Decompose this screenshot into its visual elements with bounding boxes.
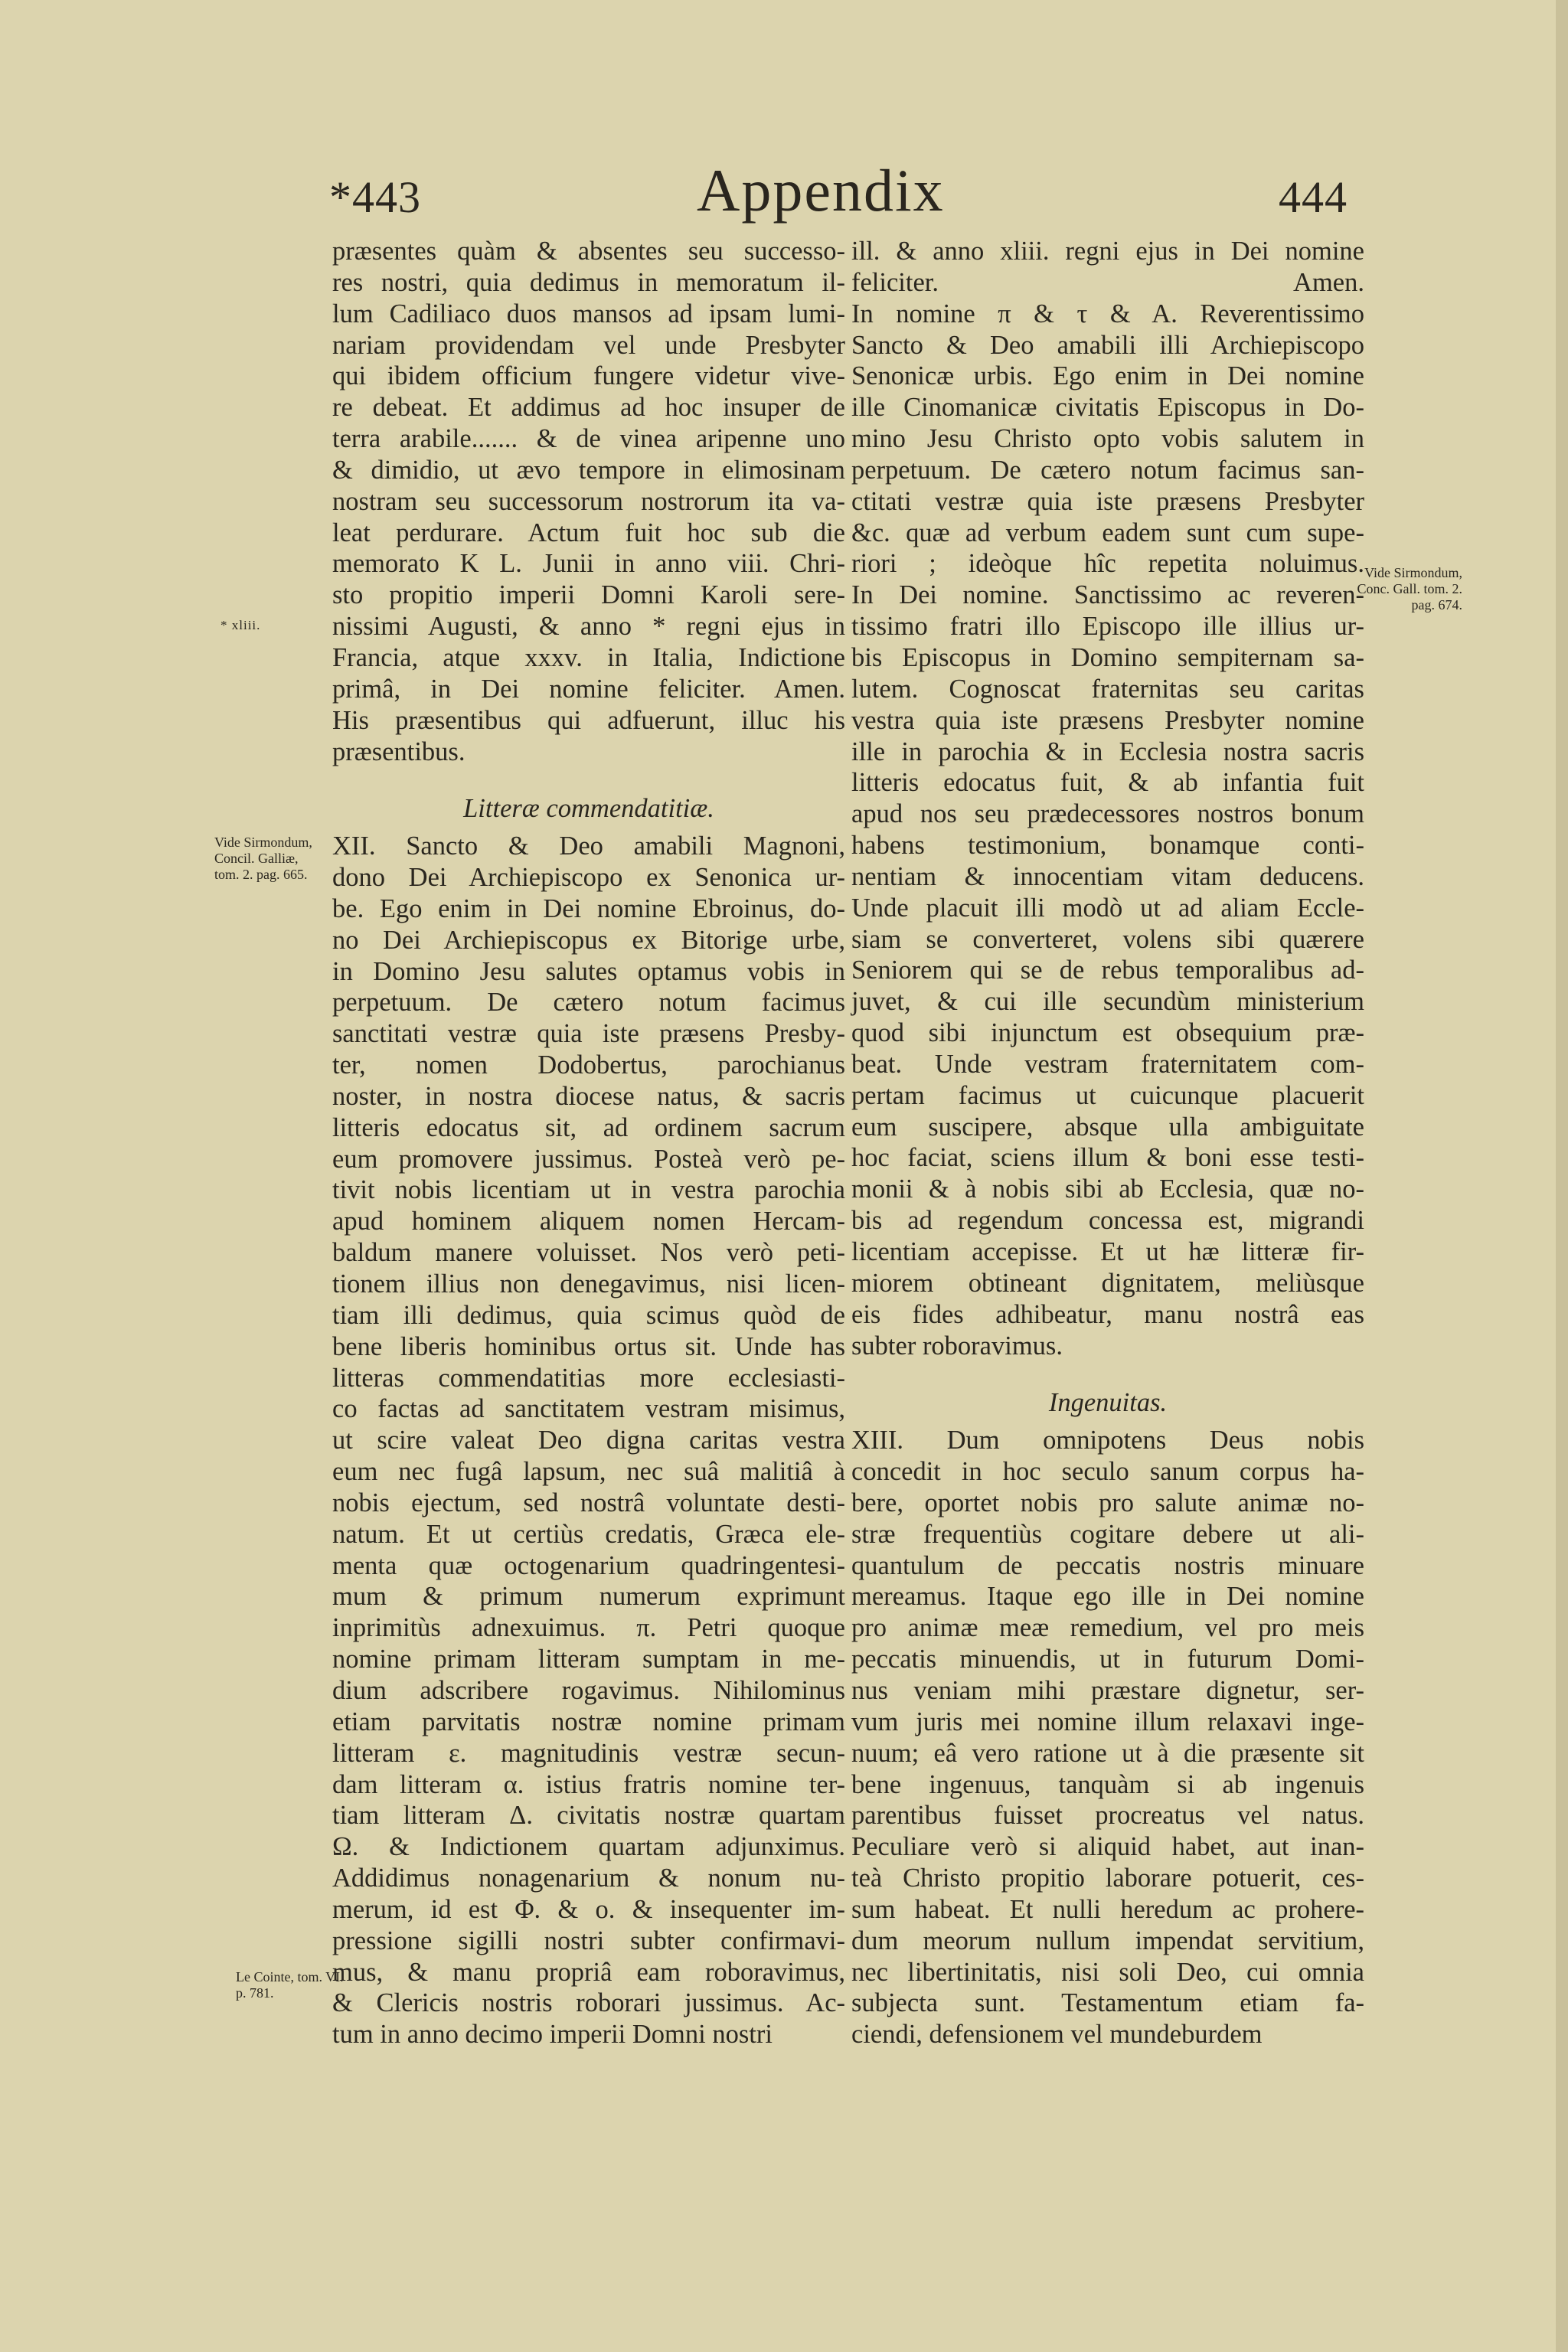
text-line: nentiam & innocentiam vitam deducens. (851, 861, 1364, 891)
text-line: subjecta sunt. Testamentum etiam fa- (851, 1988, 1364, 2018)
text-line: lutem. Cognoscat fraternitas seu caritas (851, 674, 1364, 704)
text-line: primâ, in Dei nomine feliciter. Amen. (332, 674, 845, 704)
text-line: pertam facimus ut cuicunque placuerit (851, 1080, 1364, 1110)
text-line: sum habeat. Et nulli heredum ac prohere- (851, 1894, 1364, 1924)
text-line: bene ingenuus, tanquàm si ab ingenuis (851, 1769, 1364, 1799)
text-line: sto propitio imperii Domni Karoli sere- (332, 580, 845, 610)
text-line: merum, id est Φ. & ο. & insequenter im- (332, 1894, 845, 1924)
text-line: quod sibi injunctum est obsequium præ- (851, 1018, 1364, 1048)
text-line: dum meorum nullum impendat servitium, (851, 1926, 1364, 1955)
text-line: nec libertinitatis, nisi soli Deo, cui omnia (851, 1957, 1364, 1987)
text-line: perpetuum. De cætero notum facimus (332, 988, 845, 1018)
margin-note-vide-sirmondum-right: Vide Sirmondum, Conc. Gall. tom. 2. pag. 674. (1357, 565, 1462, 612)
text-line: baldum manere voluisset. Nos verò peti- (332, 1238, 845, 1268)
text-line: vum juris mei nomine illum relaxavi inge- (851, 1707, 1364, 1736)
text-line: no Dei Archiepiscopus ex Bitorige urbe, (332, 925, 845, 955)
text-line: apud nos seu prædecessores nostros bonum (851, 799, 1364, 829)
text-line: Sancto & Deo amabili illi Archiepiscopo (851, 330, 1364, 360)
text-line: inprimitùs adnexuimus. π. Petri quoque (332, 1613, 845, 1643)
text-line: feliciter. Amen. (851, 267, 1364, 297)
text-line: mino Jesu Christo opto vobis salutem in (851, 424, 1364, 454)
text-line: terra arabile....... & de vinea aripenne uno (332, 424, 845, 454)
text-line: His præsentibus qui adfuerunt, illuc his (332, 705, 845, 735)
text-line: peccatis minuendis, ut in futurum Domi- (851, 1645, 1364, 1674)
left-text-column (332, 236, 845, 2050)
text-line: riori ; ideòque hîc repetita noluimus. (851, 549, 1364, 579)
text-line: menta quæ octogenarium quadringentesi- (332, 1550, 845, 1580)
text-line: præsentibus. (332, 737, 466, 766)
text-line: licentiam accepisse. Et ut hæ litteræ fir- (851, 1237, 1364, 1266)
text-line: litteris edocatus fuit, & ab infantia fuit (851, 768, 1364, 798)
text-line: XIII. Dum omnipotens Deus nobis (851, 1426, 1364, 1455)
text-line: mum & primum numerum exprimunt (332, 1582, 845, 1612)
text-line: apud hominem aliquem nomen Hercam- (332, 1207, 845, 1236)
margin-note-vide-sirmondum-left: Vide Sirmondum, Concil. Galliæ, tom. 2. pag. 665. (214, 835, 312, 882)
text-line: juvet, & cui ille secundùm ministerium (851, 987, 1364, 1017)
text-line: hoc faciat, sciens illum & boni esse testi- (851, 1143, 1364, 1173)
text-line: ill. & anno xliii. regni ejus in Dei nomine (851, 237, 1364, 266)
text-line: litteram ε. magnitudinis vestræ secun- (332, 1738, 845, 1768)
page-header (329, 157, 1348, 237)
text-line: concedit in hoc seculo sanum corpus ha- (851, 1457, 1364, 1487)
text-line: memorato K L. Junii in anno viii. Chri- (332, 549, 845, 579)
text-line: bere, oportet nobis pro salute animæ no- (851, 1488, 1364, 1517)
text-line: tiam illi dedimus, quia scimus quòd de (332, 1300, 845, 1330)
text-line: habens testimonium, bonamque conti- (851, 831, 1364, 861)
text-line: Peculiare verò si aliquid habet, aut inan- (851, 1832, 1364, 1862)
text-line: Seniorem qui se de rebus temporalibus ad- (851, 956, 1364, 985)
text-line: teà Christo propitio laborare potuerit, ces- (851, 1864, 1364, 1893)
text-line: tivit nobis licentiam ut in vestra parochia (332, 1175, 845, 1205)
text-line: bis ad regendum concessa est, migrandi (851, 1206, 1364, 1236)
text-line: qui ibidem officium fungere videtur vive- (332, 361, 845, 391)
text-line: perpetuum. De cætero notum facimus san- (851, 455, 1364, 485)
margin-note-le-cointe: Le Cointe, tom. VI. p. 781. (236, 1969, 344, 2001)
text-line: ctitati vestræ quia iste præsens Presbyter (851, 486, 1364, 516)
text-line: bene liberis hominibus ortus sit. Unde has (332, 1331, 845, 1361)
text-line: parentibus fuisset procreatus vel natus. (851, 1801, 1364, 1831)
text-line: res nostri, quia dedimus in memoratum il- (332, 267, 845, 297)
text-line: lum Cadiliaco duos mansos ad ipsam lumi- (332, 299, 845, 328)
text-line: mereamus. Itaque ego ille in Dei nomine (851, 1582, 1364, 1612)
text-line: nariam providendam vel unde Presbyter (332, 330, 845, 360)
section-heading: Litteræ commendatitiæ. (463, 794, 714, 824)
text-line: Ω. & Indictionem quartam adjunximus. (332, 1832, 845, 1862)
text-line: nus veniam mihi præstare dignetur, ser- (851, 1675, 1364, 1705)
text-line: eum suscipere, absque ulla ambiguitate (851, 1112, 1364, 1142)
text-line: ille in parochia & in Ecclesia nostra sacris (851, 737, 1364, 766)
text-line: co factas ad sanctitatem vestram misimus, (332, 1394, 845, 1424)
text-line: eum nec fugâ lapsum, nec suâ malitiâ à (332, 1457, 845, 1487)
text-line: nostram seu successorum nostrorum ita va- (332, 486, 845, 516)
text-line: In nomine π & τ & Α. Reverentissimo (851, 299, 1364, 328)
text-line: litteras commendatitias more ecclesiasti- (332, 1363, 845, 1393)
margin-note-xliii: * xliii. (220, 618, 261, 632)
text-line: & Clericis nostris roborari jussimus. Ac- (332, 1988, 845, 2018)
text-line: re debeat. Et addimus ad hoc insuper de (332, 393, 845, 423)
text-line: mus, & manu propriâ eam roboravimus, (332, 1957, 845, 1987)
text-line: nissimi Augusti, & anno * regni ejus in (332, 612, 845, 642)
page-edge (1556, 0, 1568, 2352)
text-line: Addidimus nonagenarium & nonum nu- (332, 1864, 845, 1893)
text-line: eis fides adhibeatur, manu nostrâ eas (851, 1299, 1364, 1329)
text-line: dono Dei Archiepiscopo ex Senonica ur- (332, 863, 845, 893)
text-line: monii & à nobis sibi ab Ecclesia, quæ no- (851, 1174, 1364, 1204)
text-line: be. Ego enim in Dei nomine Ebroinus, do- (332, 893, 845, 923)
text-line: subter roboravimus. (851, 1331, 1063, 1361)
text-line: natum. Et ut certiùs credatis, Græca ele- (332, 1519, 845, 1549)
right-text-column (851, 236, 1364, 2050)
text-line: Senonicæ urbis. Ego enim in Dei nomine (851, 361, 1364, 391)
text-line: Unde placuit illi modò ut ad aliam Eccle- (851, 893, 1364, 923)
right-page-number: 444 (1279, 172, 1348, 222)
section-heading: Ingenuitas. (1048, 1388, 1168, 1418)
text-line: nomine primam litteram sumptam in me- (332, 1645, 845, 1674)
left-page-number: *443 (329, 172, 421, 222)
text-line: litteris edocatus sit, ad ordinem sacrum (332, 1112, 845, 1142)
text-line: in Domino Jesu salutes optamus vobis in (332, 956, 845, 986)
text-line: tiam litteram Δ. civitatis nostræ quartam (332, 1801, 845, 1831)
text-line: ut scire valeat Deo digna caritas vestra (332, 1426, 845, 1455)
text-line: & dimidio, ut ævo tempore in elimosinam (332, 455, 845, 485)
text-line: tissimo fratri illo Episcopo ille illius ur- (851, 612, 1364, 642)
text-line: siam se converteret, volens sibi quærere (851, 924, 1364, 954)
text-line: nuum; eâ vero ratione ut à die præsente sit (851, 1738, 1364, 1768)
text-line: nobis ejectum, sed nostrâ voluntate desti- (332, 1488, 845, 1517)
text-line: XII. Sancto & Deo amabili Magnoni, (332, 831, 845, 861)
text-line: vestra quia iste præsens Presbyter nomine (851, 705, 1364, 735)
text-line: ter, nomen Dodobertus, parochianus (332, 1050, 845, 1080)
text-line: Francia, atque xxxv. in Italia, Indictione (332, 642, 845, 672)
text-line: tum in anno decimo imperii Domni nostri (332, 2020, 773, 2050)
text-line: dam litteram α. istius fratris nomine ter- (332, 1769, 845, 1799)
text-line: In Dei nomine. Sanctissimo ac reveren- (851, 580, 1364, 610)
text-line: sanctitati vestræ quia iste præsens Presby- (332, 1019, 845, 1049)
running-title: Appendix (697, 157, 945, 224)
text-line: stræ frequentiùs cogitare debere ut ali- (851, 1519, 1364, 1549)
text-line: leat perdurare. Actum fuit hoc sub die (332, 518, 845, 547)
text-line: bis Episcopus in Domino sempiternam sa- (851, 642, 1364, 672)
text-line: pro animæ meæ remedium, vel pro meis (851, 1613, 1364, 1643)
text-line: noster, in nostra diocese natus, & sacris (332, 1081, 845, 1111)
text-line: tionem illius non denegavimus, nisi licen- (332, 1269, 845, 1298)
text-line: pressione sigilli nostri subter confirmavi- (332, 1926, 845, 1955)
text-line: etiam parvitatis nostræ nomine primam (332, 1707, 845, 1736)
text-line: quantulum de peccatis nostris minuare (851, 1550, 1364, 1580)
text-line: ciendi, defensionem vel mundeburdem (851, 2020, 1263, 2050)
text-line: eum promovere jussimus. Posteà verò pe- (332, 1144, 845, 1174)
text-line: dium adscribere rogavimus. Nihilominus (332, 1675, 845, 1705)
text-line: miorem obtineant dignitatem, meliùsque (851, 1268, 1364, 1298)
text-line: præsentes quàm & absentes seu successo- (332, 237, 845, 266)
text-line: &c. quæ ad verbum eadem sunt cum supe- (851, 518, 1364, 547)
text-line: ille Cinomanicæ civitatis Episcopus in Do- (851, 393, 1364, 423)
text-line: beat. Unde vestram fraternitatem com- (851, 1049, 1364, 1079)
